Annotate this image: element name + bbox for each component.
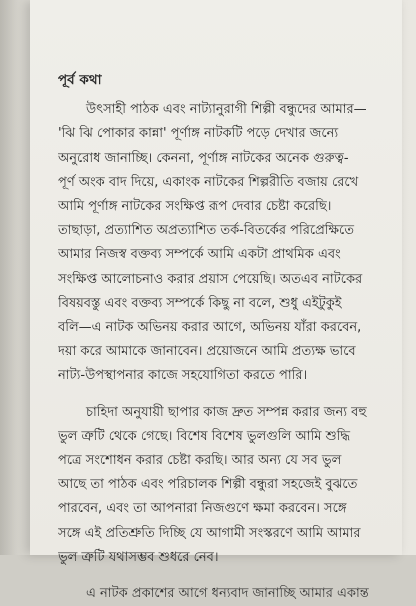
paragraph-1 [58,98,388,388]
text-line: ভুল ত্রুটি যথাসম্ভব শুধরে নেব। [58,549,219,565]
text-line: ভুল ত্রুটি থেকে গেছে। বিশেষ বিশেষ ভুলগুলি আমি শুদ্ধি [58,428,350,444]
book-page [30,0,402,602]
text-line: পূর্ণ অংক বাদ দিয়ে, একাংক নাটকের শিল্পরীতি বজায় রেখে [58,174,359,190]
text-line: চাহিদা অনুযায়ী ছাপার কাজ দ্রুত সম্পন্ন করার জন্য বহু [86,404,367,420]
text-line: অনুরোধ জানাচ্ছি। কেননা, পূর্ণাঙ্গ নাটকের অনেক গুরুত্ব- [58,150,349,166]
text-line: আমি পূর্ণাঙ্গ নাটকের সংক্ষিপ্ত রূপ দেবার চেষ্টা করেছি। [58,199,332,215]
text-line: সংক্ষিপ্ত আলোচনাও করার প্রয়াস পেয়েছি। অতএব নাটকের [58,271,363,287]
paragraph-3 [58,582,388,606]
text-line: আছে তা পাঠক এবং পরিচালক শিল্পী বন্ধুরা সহজেই বুঝতে [58,477,358,493]
text-line: উৎসাহী পাঠক এবং নাট্যানুরাগী শিল্পী বন্ধুদের আমার— [86,102,367,118]
text-line: এ নাটক প্রকাশের আগে ধন্যবাদ জানাচ্ছি আমার একান্ত [86,586,369,602]
text-line: পত্রে সংশোধন করার চেষ্টা করছি। আর অন্য যে সব ভুল [58,453,342,469]
text-line: বিষয়বস্তু এবং বক্তব্য সম্পর্কে কিছু না বলে, শুধু এইটুকুই [58,295,342,311]
text-line: পারবেন, এবং তা আপনারা নিজগুণে ক্ষমা করবেন। সঙ্গে [58,501,347,517]
text-line: দয়া করে আমাকে জানাবেন। প্রয়োজনে আমি প্রত্যক্ষ ভাবে [58,344,356,360]
page-text [58,68,388,606]
text-line: তাছাড়া, প্রত্যাশিত অপ্রত্যাশিত তর্ক-বিতর্কের পরিপ্রেক্ষিতে [58,223,355,239]
text-line: 'ঝি ঝি পোকার কান্না' পূর্ণাঙ্গ নাটকটি পড়ে দেখার জন্যে [58,126,339,142]
text-line: নাট্য-উপস্থাপনার কাজে সহযোগিতা করতে পারি। [58,368,308,384]
paragraph-2 [58,401,388,570]
text-line: আমার নিজস্ব বক্তব্য সম্পর্কে আমি একটা প্রাথমিক এবং [58,247,341,263]
text-line: বলি—এ নাটক অভিনয় করার আগে, অভিনয় যাঁরা করবেন, [58,320,362,336]
text-line: সঙ্গে এই প্রতিশ্রুতি দিচ্ছি যে আগামী সংস্করণে আমি আমার [58,525,361,541]
page-heading: পূর্ব কথা [58,72,102,88]
